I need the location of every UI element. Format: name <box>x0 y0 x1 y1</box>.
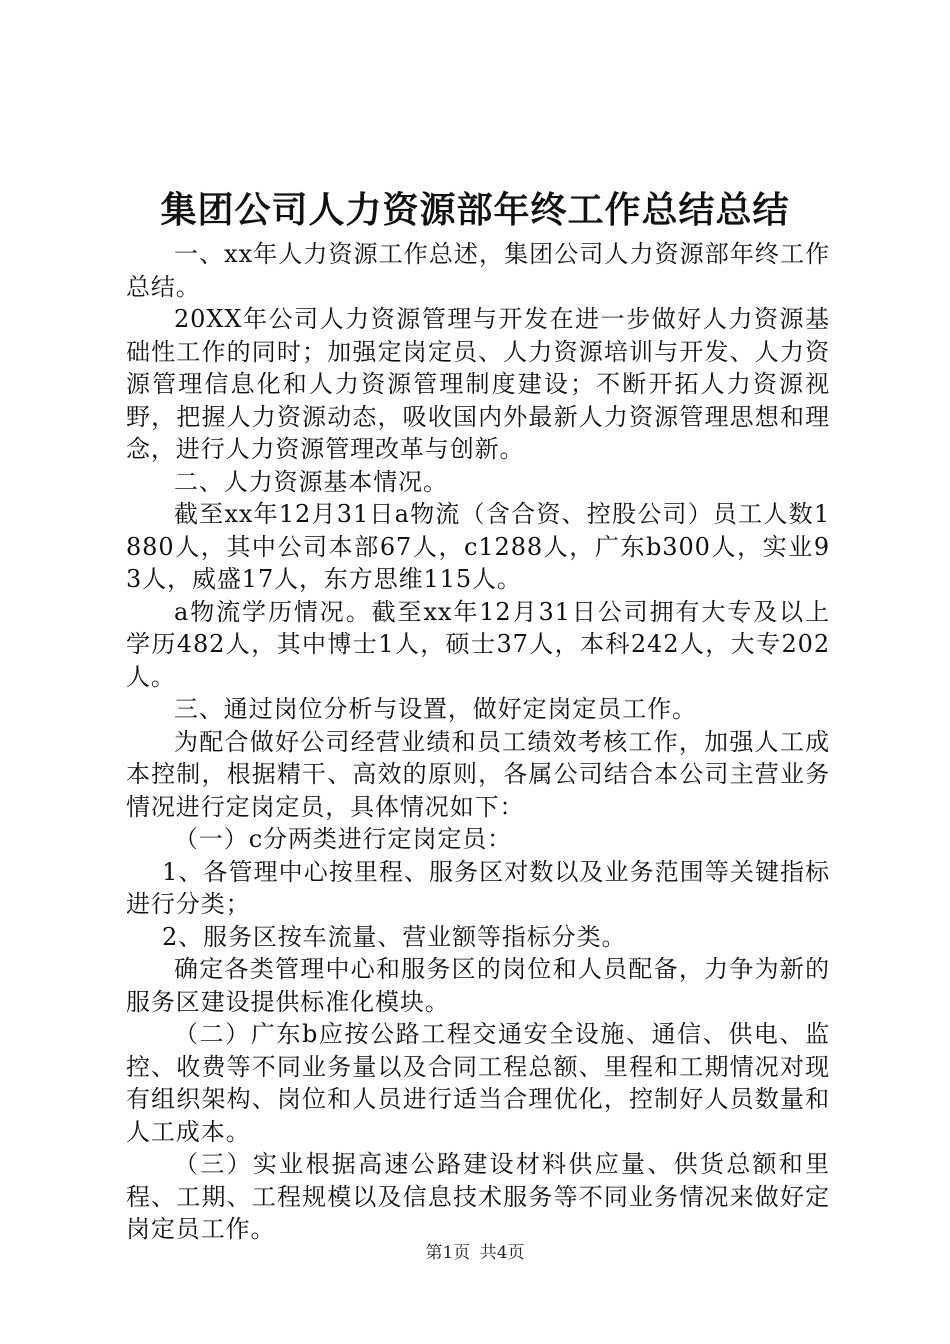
paragraph-staffing-goal: 确定各类管理中心和服务区的岗位和人员配备，力争为新的服务区建设提供标准化模块。 <box>126 955 830 1016</box>
paragraph-subsection-2: （二）广东b应按公路工程交通安全设施、通信、供电、监控、收费等不同业务量以及合同工程总额、里程和工期情况对现有组织架构、岗位和人员进行适当合理优化，控制好人员数量和人工成本。 <box>126 1020 830 1146</box>
page-footer <box>0 1241 950 1265</box>
document-title: 集团公司人力资源部年终工作总结总结 <box>160 189 790 231</box>
paragraph-education: a物流学历情况。截至xx年12月31日公司拥有大专及以上学历482人，其中博士1人，硕士37人，本科242人，大专202人。 <box>126 597 830 691</box>
document-body <box>126 238 830 1246</box>
paragraph-subsection-1: （一）c分两类进行定岗定员： <box>174 825 513 853</box>
paragraph-item-2: 2、服务区按车流量、营业额等指标分类。 <box>162 922 627 951</box>
page-number: 第1页 <box>425 1243 471 1263</box>
paragraph-headcount: 截至xx年12月31日a物流（含合资、控股公司）员工人数1880人，其中公司本部67人，c1288人，广东b300人，实业93人，威盛17人，东方思维115人。 <box>126 500 830 593</box>
paragraph-staffing-intro: 为配合做好公司经营业绩和员工绩效考核工作，加强人工成本控制，根据精干、高效的原则，各属公司结合本公司主营业务情况进行定岗定员，具体情况如下： <box>126 727 830 821</box>
paragraph-item-1: 1、各管理中心按里程、服务区对数以及业务范围等关键指标进行分类； <box>126 857 830 918</box>
paragraph-section-2-heading: 二、人力资源基本情况。 <box>174 467 448 496</box>
paragraph-section-1-heading: 一、xx年人力资源工作总述，集团公司人力资源部年终工作总结。 <box>126 240 830 301</box>
paragraph-section-3-heading: 三、通过岗位分析与设置，做好定岗定员工作。 <box>174 695 697 723</box>
paragraph-overview: 20XX年公司人力资源管理与开发在进一步做好人力资源基础性工作的同时；加强定岗定员、人力资源培训与开发、人力资源管理信息化和人力资源管理制度建设；不断开拓人力资源视野，把握人力资源动态，吸收国内外最新人力资源管理思想和理念，进行人力资源管理改革与创新。 <box>126 305 830 463</box>
paragraph-subsection-3: （三）实业根据高速公路建设材料供应量、供货总额和里程、工期、工程规模以及信息技术服务等不同业务情况来做好定岗定员工作。 <box>126 1150 830 1243</box>
page-total: 共4页 <box>479 1243 525 1263</box>
